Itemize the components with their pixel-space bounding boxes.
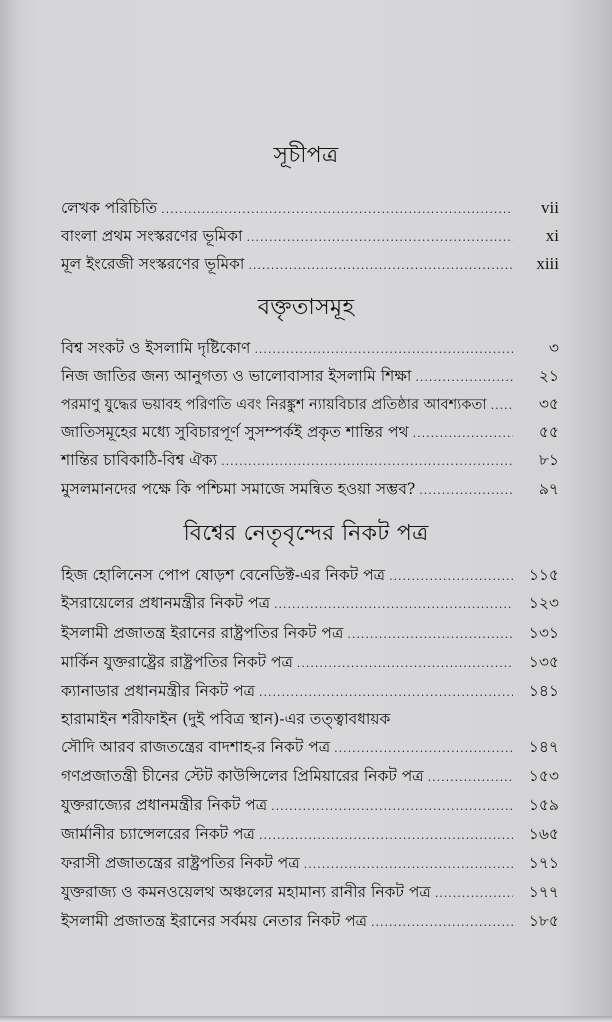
toc-page-number: ৮১ <box>538 451 559 469</box>
toc-entry <box>61 764 559 788</box>
leader-dots <box>334 742 513 755</box>
leader-dots <box>428 771 513 784</box>
toc-entry <box>61 650 559 674</box>
toc-entry-original-english-preface <box>61 252 559 276</box>
toc-page-number: ১৩৫ <box>528 653 559 671</box>
toc-entry-label: ক্যানাডার প্রধানমন্ত্রীর নিকট পত্র <box>61 682 256 700</box>
toc-entry-line1 <box>61 707 559 731</box>
leader-dots <box>435 887 513 900</box>
toc-entry-label: মুসলমানদের পক্ষে কি পশ্চিমা সমাজে সমন্বিত হওয়া সম্ভব? <box>61 480 416 498</box>
toc-entry-label: গণপ্রজাতন্ত্রী চীনের স্টেট কাউন্সিলের প্রিমিয়ারের নিকট পত্র <box>61 767 424 785</box>
toc-page-number: ১১৫ <box>528 566 559 584</box>
toc-entry <box>61 909 559 933</box>
toc-page-number: ৩৫ <box>538 395 559 413</box>
leader-dots <box>271 800 513 813</box>
toc-entry <box>61 851 559 875</box>
leader-dots <box>415 371 513 384</box>
toc-entry-label: জাতিসমূহের মধ্যে সুবিচারপূর্ণ সুসম্পর্কই প্রকৃত শান্তির পথ <box>61 423 409 441</box>
toc-page-number: xi <box>545 226 559 245</box>
leader-dots <box>221 455 513 468</box>
toc-entry-bangla-first-edition-preface <box>61 224 559 248</box>
toc-entry <box>61 735 559 759</box>
toc-entry <box>61 621 559 645</box>
toc-entry-label: যুক্তরাজ্যের প্রধানমন্ত্রীর নিকট পত্র <box>61 796 268 814</box>
toc-page-number: ১৫৯ <box>528 796 559 814</box>
section-heading-lectures: বক্তৃতাসমূহ <box>257 295 355 320</box>
toc-entry <box>61 420 559 444</box>
toc-entry-label: ইসলামী প্রজাতন্ত্র ইরানের সর্বময় নেতার নিকট পত্র <box>61 912 368 930</box>
leader-dots <box>259 829 513 842</box>
toc-entry-label: ইসলামী প্রজাতন্ত্র ইরানের রাষ্ট্রপতির নিকট পত্র <box>61 624 344 642</box>
toc-entry-label: জার্মানীর চ্যান্সেলরের নিকট পত্র <box>61 825 255 843</box>
toc-entry-label: নিজ জাতির জন্য আনুগত্য ও ভালোবাসার ইসলামি শিক্ষা <box>61 367 412 385</box>
leader-dots <box>297 657 513 670</box>
toc-page-number: xiii <box>536 254 559 273</box>
toc-entry-label: ইসরায়েলের প্রধানমন্ত্রীর নিকট পত্র <box>61 594 270 612</box>
page-bottom-edge <box>0 1016 612 1022</box>
toc-entry <box>61 591 559 615</box>
toc-entry-label: লেখক পরিচিতি <box>61 199 158 217</box>
toc-entry-label-line2: সৌদি আরব রাজতন্ত্রের বাদশাহ-র নিকট পত্র <box>61 738 331 756</box>
leader-dots <box>413 427 513 440</box>
toc-page-number: ১৭৭ <box>528 883 559 901</box>
toc-entry-label: মূল ইংরেজী সংস্করণের ভূমিকা <box>61 255 245 273</box>
toc-entry-label: ফরাসী প্রজাতন্ত্রের রাষ্ট্রপতির নিকট পত্র <box>61 854 300 872</box>
toc-page-number: ১৮৫ <box>528 912 559 930</box>
toc-entry-label: মার্কিন যুক্তরাষ্ট্রের রাষ্ট্রপতির নিকট পত্র <box>61 653 293 671</box>
leader-dots <box>161 203 513 216</box>
toc-page-number: ১৪৭ <box>528 738 559 756</box>
toc-page-number: ২১ <box>538 367 559 385</box>
toc-entry <box>61 336 559 360</box>
leader-dots <box>254 343 513 356</box>
toc-entry <box>61 822 559 846</box>
leader-dots <box>347 628 513 641</box>
leader-dots <box>304 858 513 871</box>
toc-entry <box>61 477 559 501</box>
toc-entry-label: পরমাণু যুদ্ধের ভয়াবহ পরিণতি এবং নিরঙ্কুশ ন্যায়বিচার প্রতিষ্ঠার আবশ্যকতা <box>61 397 487 413</box>
toc-page-number: ৯৭ <box>538 480 559 498</box>
leader-dots <box>371 916 513 929</box>
toc-page-number: ১৩১ <box>528 624 559 642</box>
toc-entry <box>61 793 559 817</box>
toc-entry-label: হারামাইন শরীফাইন (দুই পবিত্র স্থান)-এর তত্ত্বাবধায়ক <box>61 710 391 728</box>
leader-dots <box>259 686 513 699</box>
toc-entry <box>61 448 559 472</box>
toc-page-number: ৫৫ <box>538 423 559 441</box>
toc-page-number: ১২৩ <box>528 594 559 612</box>
toc-entry <box>61 880 559 904</box>
leader-dots <box>274 598 513 611</box>
leader-dots <box>389 570 513 583</box>
toc-page-number: ১৪১ <box>528 682 559 700</box>
toc-page-number: ১৬৫ <box>528 825 559 843</box>
toc-entry-label: বাংলা প্রথম সংস্করণের ভূমিকা <box>61 227 243 245</box>
toc-page-number: vii <box>541 198 559 217</box>
toc-entry-author-intro <box>61 196 559 220</box>
toc-entry <box>61 563 559 587</box>
toc-page-number: ১৫৩ <box>528 767 559 785</box>
toc-entry-label: শান্তির চাবিকাঠি-বিশ্ব ঐক্য <box>61 451 218 469</box>
section-heading-letters: বিশ্বের নেতৃবৃন্দের নিকট পত্র <box>183 521 429 546</box>
toc-page-number: ১৭১ <box>528 854 559 872</box>
toc-entry-label: যুক্তরাজ্য ও কমনওয়েলথ অঞ্চলের মহামান্য রানীর নিকট পত্র <box>61 883 431 901</box>
toc-entry-label: বিশ্ব সংকট ও ইসলামি দৃষ্টিকোণ <box>61 339 251 357</box>
toc-entry <box>61 392 559 416</box>
leader-dots <box>247 231 514 244</box>
toc-page-number: ৩ <box>548 339 559 357</box>
toc-entry-label: হিজ হোলিনেস পোপ ষোড়শ বেনেডিক্ট-এর নিকট পত্র <box>61 566 386 584</box>
leader-dots <box>248 259 513 272</box>
toc-entry <box>61 679 559 703</box>
page-title: সূচীপত্র <box>273 143 339 168</box>
leader-dots <box>419 484 513 497</box>
toc-entry <box>61 364 559 388</box>
leader-dots <box>491 399 513 412</box>
